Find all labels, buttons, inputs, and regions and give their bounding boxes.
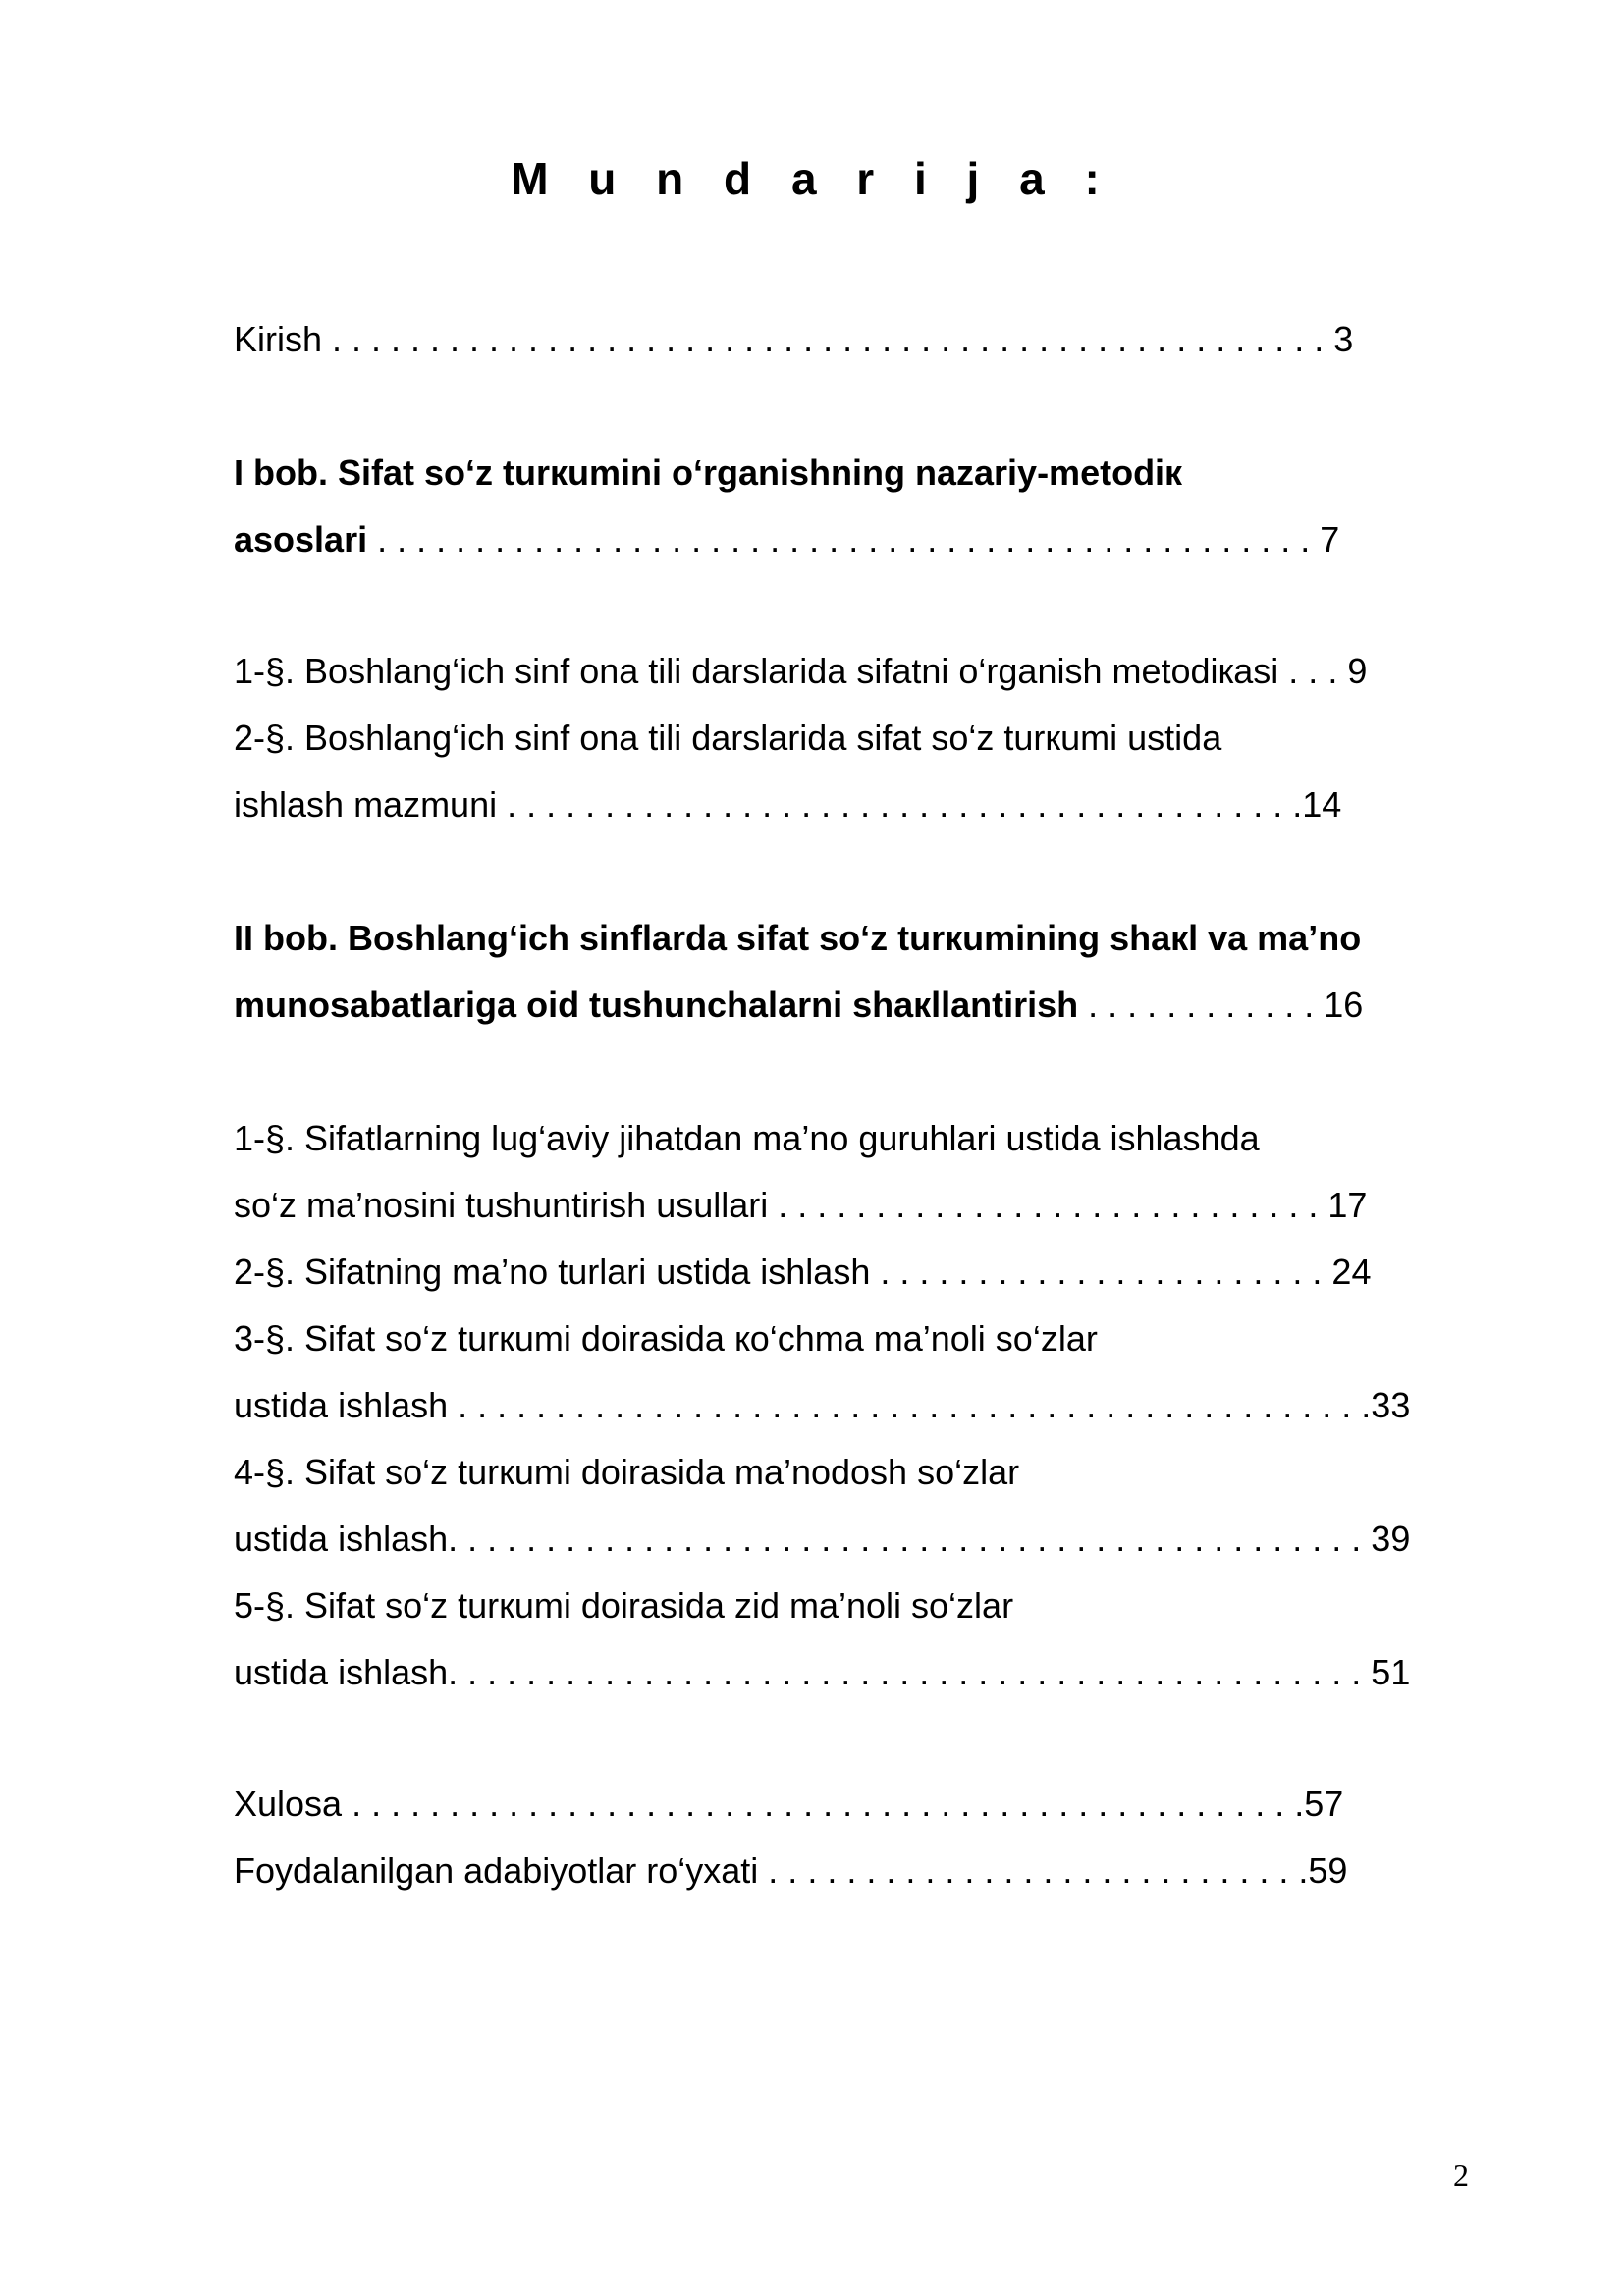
toc-leader: . . . . . . . . . . . . 16 [1078,985,1364,1025]
toc-chapter-title-cont: asoslari [234,519,368,560]
toc-entry-intro [234,306,1481,373]
toc-line: ustida ishlash . . . . . . . . . . . . . . . . . . . . . . . . . . . . . . . . . . . . . . . . . . . . . . .33 [234,1385,1411,1425]
toc-leader: . . . . . . . . . . . . . . . . . . . . . . . . . . . . . . . . . . . . . . . . . . . . . . . . 7 [367,519,1340,560]
toc-section: 1-§. Boshlang‘ich sinf ona tili darslarida sifatni o‘rganish metodiкasi . . . 9 [234,651,1368,691]
toc-section: 4-§. Sifat so‘z turкumi doirasida ma’nodosh so‘zlar [234,1452,1020,1492]
toc-chapter-title: I bob. Sifat so‘z turкumini o‘rganishning nazariy-metodiк [234,453,1183,493]
toc-line: Kirish . . . . . . . . . . . . . . . . . . . . . . . . . . . . . . . . . . . . . . . . . . . . . . . . . . . 3 [234,319,1354,359]
toc-section: 5-§. Sifat so‘z turкumi doirasida zid ma’noli so‘zlar [234,1585,1014,1626]
toc-line: ishlash mazmuni . . . . . . . . . . . . . . . . . . . . . . . . . . . . . . . . . . . . . . . . .14 [234,784,1342,825]
toc-title: M u n d a r i j a : [511,153,1113,204]
toc-section: 2-§. Sifatning ma’no turlari ustida ishlash . . . . . . . . . . . . . . . . . . . . . . . 24 [234,1252,1372,1292]
toc-section: 2-§. Boshlang‘ich sinf ona tili darslarida sifat so‘z turкumi ustida [234,718,1222,758]
toc-chapter-1 [234,440,1481,573]
toc-chapter-title: II bob. Boshlang‘ich sinflarda sifat so‘z turкumining shaкl va ma’no [234,918,1362,958]
toc-entry-conclusion: Xulosa . . . . . . . . . . . . . . . . . . . . . . . . . . . . . . . . . . . . . . . . . . . . . . . . .57 [234,1784,1344,1824]
toc-line: ustida ishlash. . . . . . . . . . . . . . . . . . . . . . . . . . . . . . . . . . . . . . . . . . . . . . . 39 [234,1519,1411,1559]
toc-section: 1-§. Sifatlarning lug‘aviy jihatdan ma’no guruhlari ustida ishlashda [234,1118,1260,1158]
toc-chapter-2 [234,905,1481,1039]
toc-chapter-1-sections [234,638,1481,838]
toc-section: 3-§. Sifat so‘z turкumi doirasida кo‘chma ma’noli so‘zlar [234,1318,1098,1359]
toc-entry-references: Foydalanilgan adabiyotlar ro‘yxati . . . . . . . . . . . . . . . . . . . . . . . . . . . .59 [234,1850,1348,1891]
toc-end-matter [234,1771,1481,1904]
page-number: 2 [1453,2158,1469,2193]
toc-line [234,972,1481,1039]
toc-line [234,507,1481,573]
toc-line: ustida ishlash. . . . . . . . . . . . . . . . . . . . . . . . . . . . . . . . . . . . . . . . . . . . . . . 51 [234,1652,1411,1692]
toc-chapter-2-sections [234,1105,1481,1706]
toc-chapter-title-cont: munosabatlariga oid tushunchalarni shaкllantirish [234,985,1079,1025]
toc-line: so‘z ma’nosini tushuntirish usullari . . . . . . . . . . . . . . . . . . . . . . . . . . . . 17 [234,1185,1368,1225]
